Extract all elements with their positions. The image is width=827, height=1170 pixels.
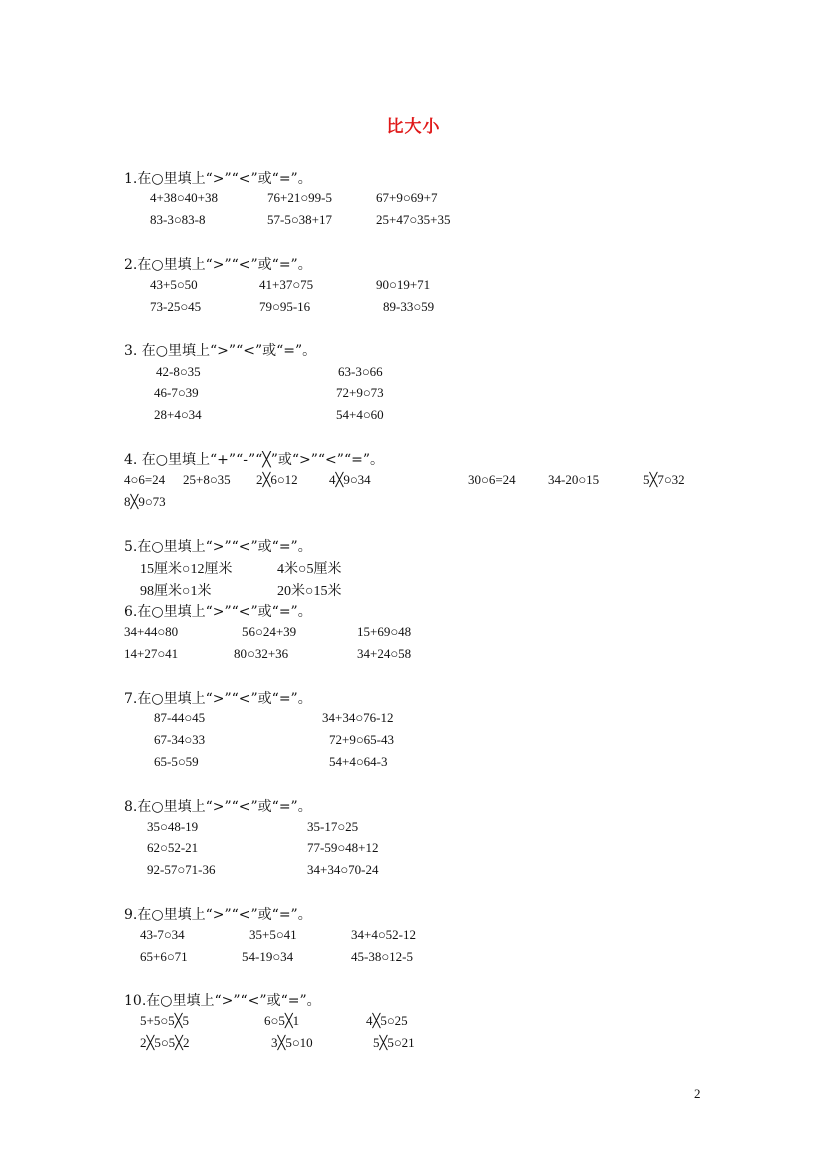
item: 42-8○35 [156,364,201,379]
item: 45-38○12-5 [351,949,414,964]
item: 98厘米○1米 [140,584,212,599]
item: 54-19○34 [242,949,294,964]
question-9-prompt: 9.在○里填上“>”“<”或“=”。 [124,907,312,923]
item: 34+4○52-12 [351,927,417,942]
item: 4╳9○34 [329,472,371,487]
item: 87-44○45 [154,710,206,725]
item: 20米○15米 [277,584,342,599]
item: 89-33○59 [383,299,435,314]
item: 67-34○33 [154,732,206,747]
page-title: 比大小 [386,117,441,137]
item: 73-25○45 [150,299,202,314]
item: 34+24○58 [357,646,412,661]
item: 46-7○39 [154,385,199,400]
question-1-prompt: 1.在○里填上“>”“<”或“=”。 [124,171,312,187]
question-2-prompt: 2.在○里填上“>”“<”或“=”。 [124,257,312,273]
item: 30○6=24 [468,472,516,487]
item: 4○6=24 [124,472,166,487]
item: 2╳5○5╳2 [140,1035,190,1050]
item: 34+34○70-24 [307,862,379,877]
question-3-prompt: 3. 在○里填上“>”“<”或“=”。 [124,343,317,359]
item: 77-59○48+12 [307,840,379,855]
item: 72+9○73 [336,385,384,400]
item: 43-7○34 [140,927,185,942]
item: 35-17○25 [307,819,359,834]
question-5-prompt: 5.在○里填上“>”“<”或“=”。 [124,539,312,555]
item: 15+69○48 [357,624,412,639]
question-6-prompt: 6.在○里填上“>”“<”或“=”。 [124,604,312,620]
item: 15厘米○12厘米 [140,562,233,577]
item: 63-3○66 [338,364,383,379]
item: 14+27○41 [124,646,179,661]
item: 5╳7○32 [643,472,685,487]
item: 4米○5厘米 [277,562,342,577]
item: 5╳5○21 [373,1035,415,1050]
item: 25+47○35+35 [376,212,451,227]
item: 2╳6○12 [256,472,298,487]
item: 3╳5○10 [271,1035,313,1050]
question-8-prompt: 8.在○里填上“>”“<”或“=”。 [124,799,312,815]
item: 28+4○34 [154,407,202,422]
item: 65+6○71 [140,949,188,964]
item: 6○5╳1 [264,1013,300,1028]
item: 72+9○65-43 [329,732,395,747]
item: 76+21○99-5 [267,190,333,205]
item: 90○19+71 [376,277,431,292]
item: 54+4○64-3 [329,754,388,769]
item: 65-5○59 [154,754,199,769]
item: 4╳5○25 [366,1013,408,1028]
item: 5+5○5╳5 [140,1013,190,1028]
item: 62○52-21 [147,840,199,855]
item: 83-3○83-8 [150,212,206,227]
question-4-prompt: 4. 在○里填上“+”“-”“╳”或“>”“<”“=”。 [124,452,384,468]
item: 34+44○80 [124,624,179,639]
item: 34+34○76-12 [322,710,394,725]
item: 80○32+36 [234,646,289,661]
item: 35+5○41 [249,927,297,942]
item: 54+4○60 [336,407,384,422]
item: 56○24+39 [242,624,297,639]
item: 25+8○35 [183,472,231,487]
item: 8╳9○73 [124,494,166,509]
question-7-prompt: 7.在○里填上“>”“<”或“=”。 [124,691,312,707]
question-10-prompt: 10.在○里填上“>”“<”或“=”。 [124,993,321,1009]
page-number: 2 [694,1086,701,1101]
item: 35○48-19 [147,819,199,834]
item: 43+5○50 [150,277,198,292]
item: 79○95-16 [259,299,311,314]
item: 57-5○38+17 [267,212,333,227]
item: 41+37○75 [259,277,314,292]
item: 67+9○69+7 [376,190,438,205]
item: 34-20○15 [548,472,600,487]
item: 4+38○40+38 [150,190,219,205]
item: 92-57○71-36 [147,862,216,877]
